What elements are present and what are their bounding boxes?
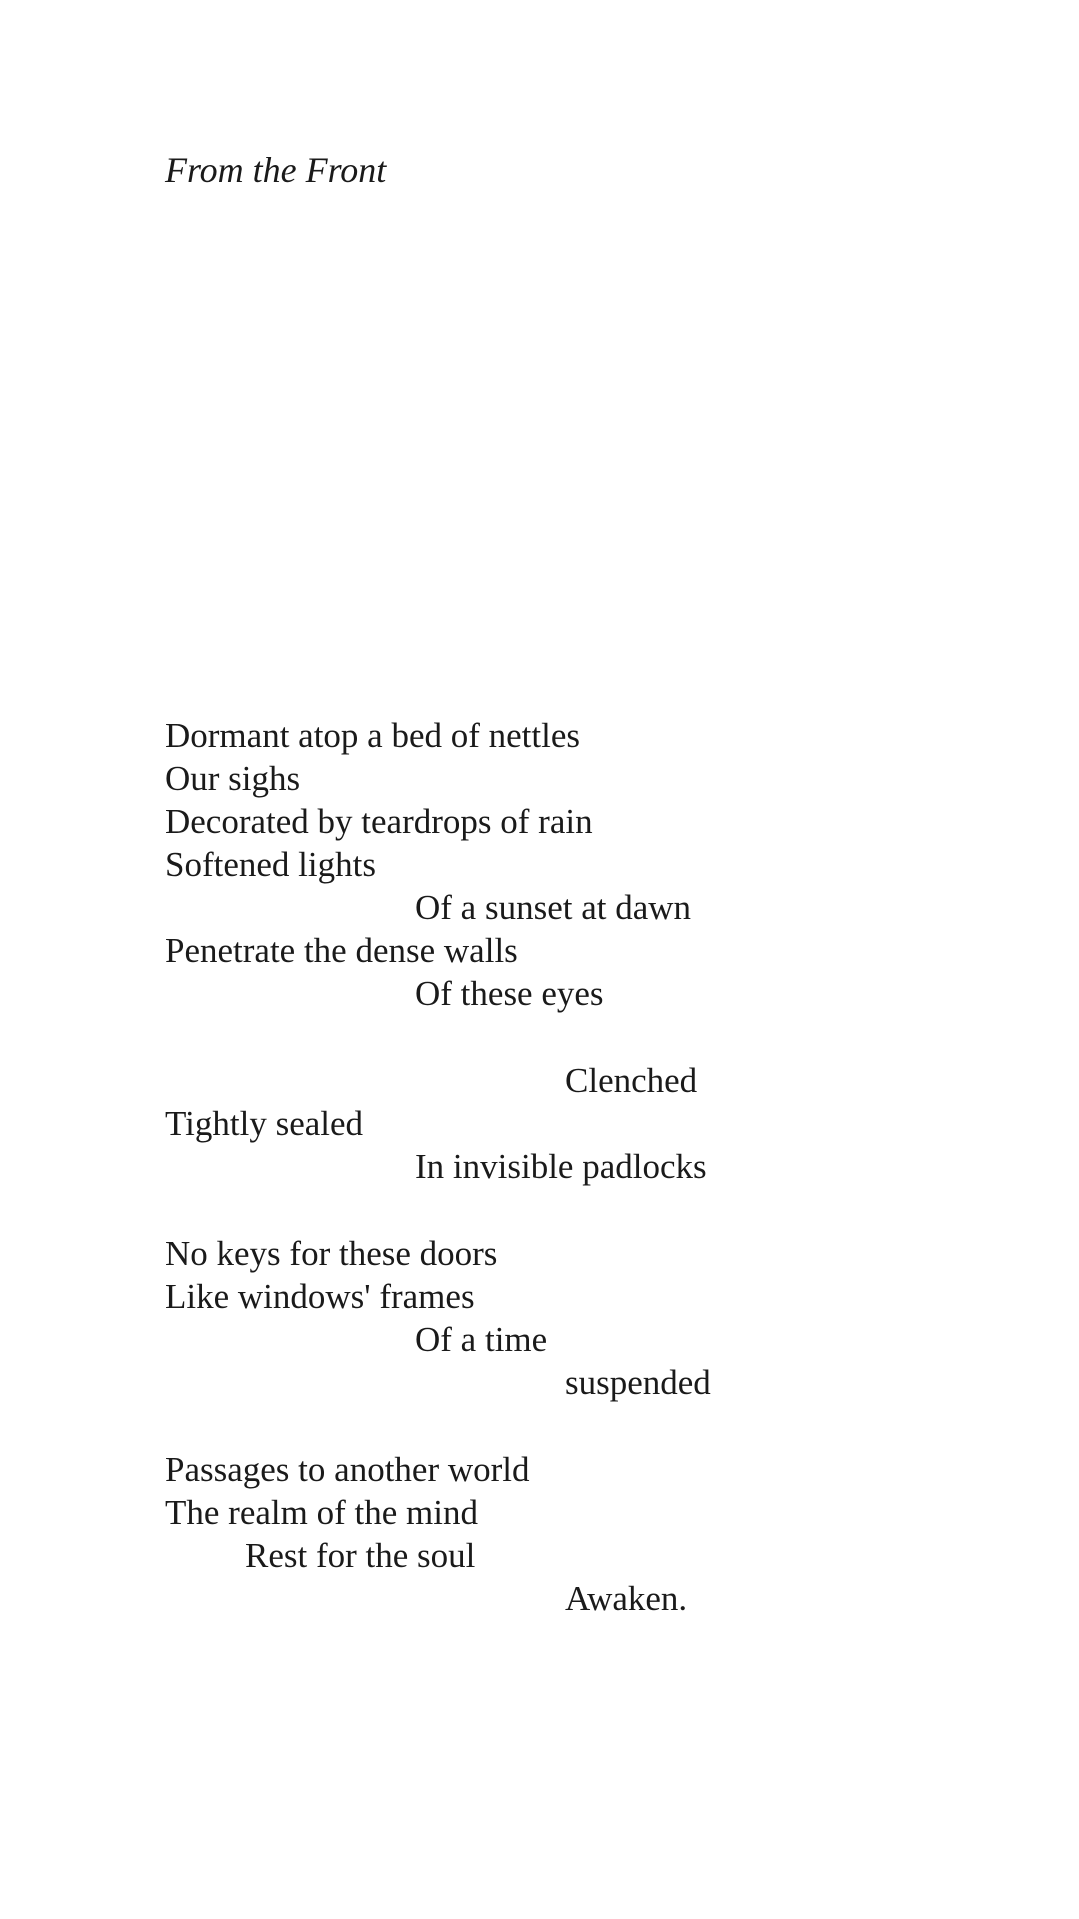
poem-line: Rest for the soul [245, 1536, 476, 1575]
poem-line: No keys for these doors [165, 1234, 498, 1273]
poem-line: Of a time [415, 1320, 548, 1359]
poem-line: Awaken. [565, 1579, 688, 1618]
poem-line: Passages to another world [165, 1450, 530, 1489]
poem-title: From the Front [165, 150, 387, 190]
poem-line: Tightly sealed [165, 1104, 364, 1143]
poem-line: Dormant atop a bed of nettles [165, 716, 581, 755]
poem-line: In invisible padlocks [415, 1147, 707, 1186]
poem-line: Of a sunset at dawn [415, 888, 692, 927]
poem-line: Like windows' frames [165, 1277, 475, 1316]
poem-line: The realm of the mind [165, 1493, 478, 1532]
poem-line: Our sighs [165, 759, 301, 798]
poem-line: Decorated by teardrops of rain [165, 802, 593, 841]
poem-line: Penetrate the dense walls [165, 931, 518, 970]
poem-line: suspended [565, 1363, 711, 1402]
poem-line: Softened lights [165, 845, 376, 884]
poem-line: Clenched [565, 1061, 698, 1100]
poem-line: Of these eyes [415, 974, 604, 1013]
